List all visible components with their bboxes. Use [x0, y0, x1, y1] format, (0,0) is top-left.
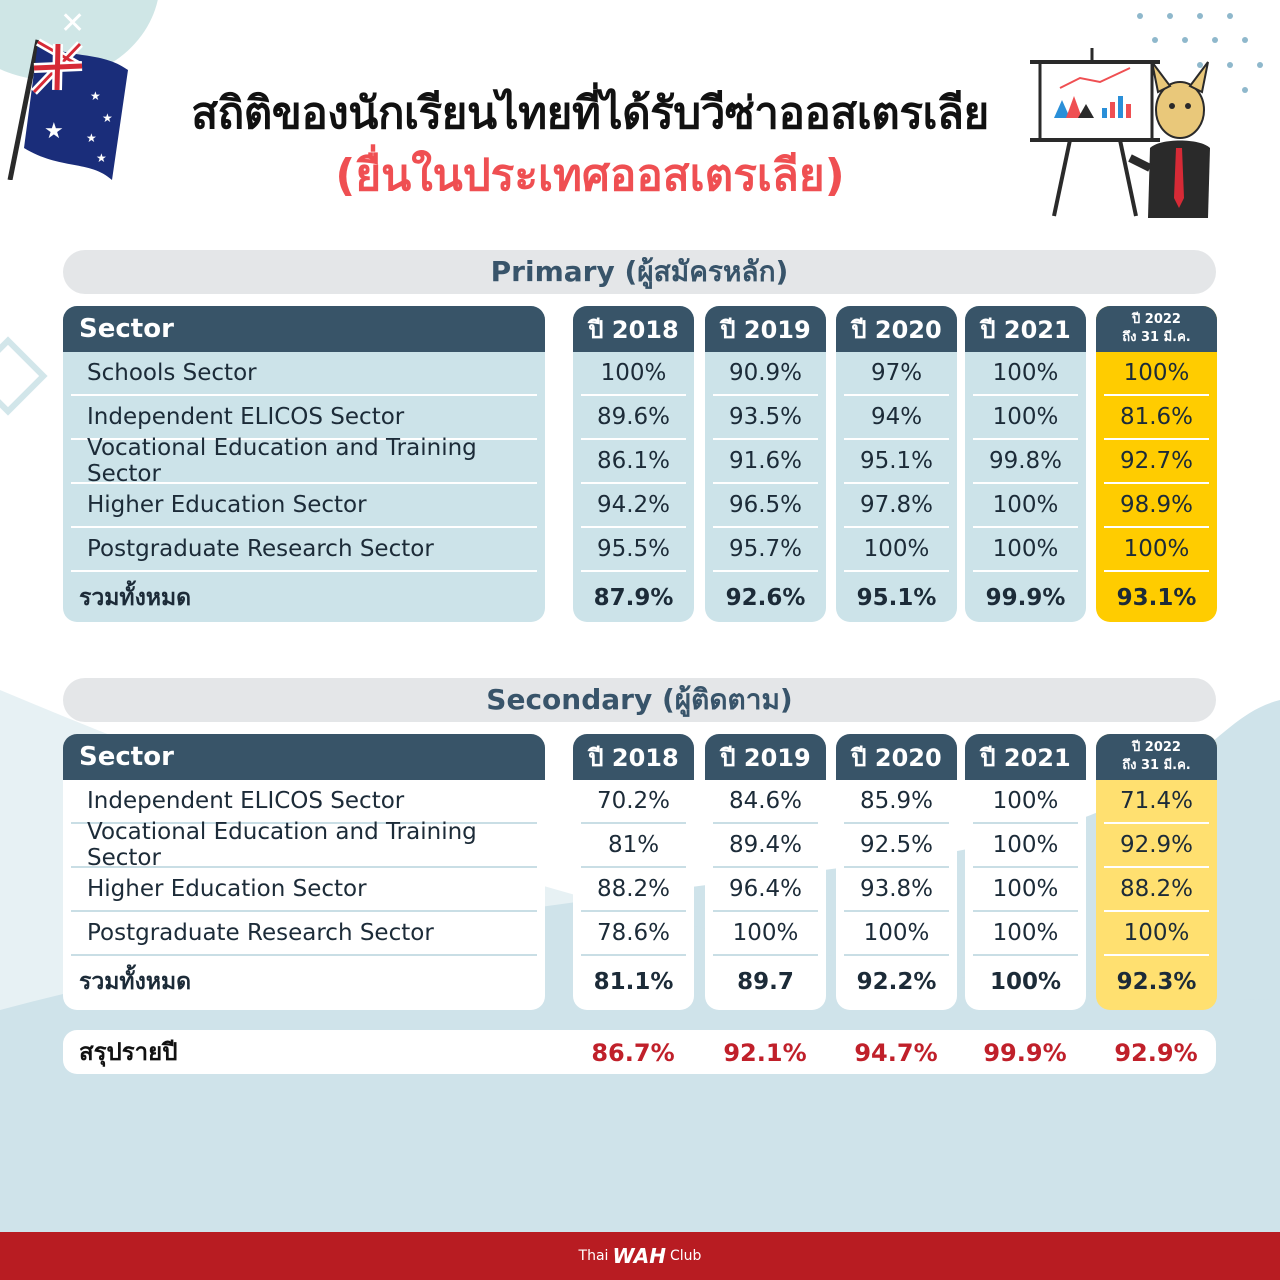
year-header: ปี 2021: [965, 734, 1086, 780]
sector-label: Higher Education Sector: [71, 868, 537, 912]
year-header: ปี 2019: [705, 734, 826, 780]
sector-label: Independent ELICOS Sector: [71, 396, 537, 440]
svg-text:★: ★: [86, 131, 97, 145]
secondary-sector-column: [63, 734, 545, 1010]
value-cell: 97.8%: [844, 484, 949, 528]
value-cell: 100%: [973, 912, 1078, 956]
secondary-column-2019: [705, 734, 826, 1010]
secondary-column-2022: [1096, 734, 1217, 1010]
brand-logo[interactable]: [579, 1244, 702, 1268]
value-cell: 95.7%: [713, 528, 818, 572]
sector-label: Vocational Education and Training Sector: [71, 440, 537, 484]
value-cell: 92.9%: [1104, 824, 1209, 868]
value-cell: 90.9%: [713, 352, 818, 396]
year-header: ปี 2018: [573, 734, 694, 780]
value-cell: 100%: [973, 868, 1078, 912]
secondary-section-heading: Secondary (ผู้ติดตาม): [63, 678, 1216, 722]
value-cell: 81%: [581, 824, 686, 868]
x-decoration-icon: ✕: [60, 6, 86, 41]
footer-bar: [0, 1232, 1280, 1280]
summary-value: 99.9%: [983, 1039, 1067, 1067]
summary-value: 92.9%: [1114, 1039, 1198, 1067]
primary-column-2022: [1096, 306, 1217, 622]
value-cell: 81.6%: [1104, 396, 1209, 440]
value-cell: 100%: [1104, 352, 1209, 396]
summary-value: 92.1%: [723, 1039, 807, 1067]
value-cell: 100%: [973, 352, 1078, 396]
value-cell: 100%: [844, 912, 949, 956]
total-label: รวมทั้งหมด: [79, 585, 192, 611]
page-title: สถิติของนักเรียนไทยที่ได้รับวีซ่าออสเตรเลีย: [191, 88, 989, 139]
value-cell: 93.5%: [713, 396, 818, 440]
page-subtitle: (ยื่นในประเทศออสเตรเลีย): [335, 150, 845, 201]
value-cell: 92.7%: [1104, 440, 1209, 484]
primary-column-2019: [705, 306, 826, 622]
summary-value: 94.7%: [854, 1039, 938, 1067]
value-cell: 95.1%: [844, 440, 949, 484]
total-value: 81.1%: [593, 969, 674, 995]
primary-column-2018: [573, 306, 694, 622]
secondary-column-2020: [836, 734, 957, 1010]
year-header-line2: ถึง 31 มี.ค.: [1122, 758, 1191, 773]
sector-label: Independent ELICOS Sector: [71, 780, 537, 824]
value-cell: 85.9%: [844, 780, 949, 824]
value-cell: 94.2%: [581, 484, 686, 528]
value-cell: 94%: [844, 396, 949, 440]
total-value: 100%: [989, 969, 1062, 995]
svg-text:★: ★: [96, 151, 107, 165]
value-cell: 96.5%: [713, 484, 818, 528]
summary-value: 86.7%: [591, 1039, 675, 1067]
sector-label: Postgraduate Research Sector: [71, 912, 537, 956]
brand-left: Thai: [578, 1248, 609, 1264]
sector-header: Sector: [63, 734, 545, 780]
year-header-line1: ปี 2022: [1132, 740, 1181, 755]
value-cell: 71.4%: [1104, 780, 1209, 824]
year-header: ปี 2020: [836, 306, 957, 352]
year-header: [1096, 306, 1217, 352]
value-cell: 88.2%: [581, 868, 686, 912]
primary-sector-column: [63, 306, 545, 622]
value-cell: 100%: [1104, 912, 1209, 956]
total-value: 99.9%: [985, 585, 1066, 611]
sector-label: Higher Education Sector: [71, 484, 537, 528]
kangaroo-presenter-icon: [1030, 48, 1220, 218]
total-value: 87.9%: [593, 585, 674, 611]
secondary-column-2018: [573, 734, 694, 1010]
brand-main: WAH: [612, 1244, 667, 1268]
year-header-line2: ถึง 31 มี.ค.: [1122, 330, 1191, 345]
year-header-line1: ปี 2022: [1132, 312, 1181, 327]
svg-text:★: ★: [90, 89, 101, 103]
year-header: ปี 2019: [705, 306, 826, 352]
value-cell: 95.5%: [581, 528, 686, 572]
sector-label: Schools Sector: [71, 352, 537, 396]
primary-column-2020: [836, 306, 957, 622]
value-cell: 98.9%: [1104, 484, 1209, 528]
value-cell: 100%: [713, 912, 818, 956]
value-cell: 93.8%: [844, 868, 949, 912]
value-cell: 100%: [973, 780, 1078, 824]
value-cell: 100%: [1104, 528, 1209, 572]
total-value: 93.1%: [1116, 585, 1197, 611]
australia-flag-icon: [0, 30, 140, 180]
total-value: 92.2%: [856, 969, 937, 995]
value-cell: 100%: [973, 484, 1078, 528]
summary-label: สรุปรายปี: [79, 1038, 178, 1066]
value-cell: 89.6%: [581, 396, 686, 440]
year-header: ปี 2021: [965, 306, 1086, 352]
value-cell: 91.6%: [713, 440, 818, 484]
value-cell: 100%: [973, 528, 1078, 572]
value-cell: 100%: [973, 396, 1078, 440]
primary-column-2021: [965, 306, 1086, 622]
brand-right: Club: [670, 1248, 702, 1264]
total-value: 95.1%: [856, 585, 937, 611]
value-cell: 100%: [973, 824, 1078, 868]
sector-header: Sector: [63, 306, 545, 352]
value-cell: 78.6%: [581, 912, 686, 956]
total-value: 92.6%: [725, 585, 806, 611]
value-cell: 100%: [844, 528, 949, 572]
svg-text:★: ★: [44, 119, 64, 144]
value-cell: 70.2%: [581, 780, 686, 824]
yearly-summary-row: [63, 1030, 1216, 1074]
total-value: 89.7: [737, 969, 794, 995]
total-label: รวมทั้งหมด: [79, 969, 192, 995]
value-cell: 88.2%: [1104, 868, 1209, 912]
value-cell: 100%: [581, 352, 686, 396]
year-header: ปี 2018: [573, 306, 694, 352]
year-header: [1096, 734, 1217, 780]
total-value: 92.3%: [1116, 969, 1197, 995]
value-cell: 92.5%: [844, 824, 949, 868]
value-cell: 89.4%: [713, 824, 818, 868]
value-cell: 84.6%: [713, 780, 818, 824]
value-cell: 86.1%: [581, 440, 686, 484]
value-cell: 99.8%: [973, 440, 1078, 484]
year-header: ปี 2020: [836, 734, 957, 780]
sector-label: Postgraduate Research Sector: [71, 528, 537, 572]
svg-text:★: ★: [102, 111, 113, 125]
sector-label: Vocational Education and Training Sector: [71, 824, 537, 868]
value-cell: 97%: [844, 352, 949, 396]
value-cell: 96.4%: [713, 868, 818, 912]
secondary-column-2021: [965, 734, 1086, 1010]
primary-section-heading: Primary (ผู้สมัครหลัก): [63, 250, 1216, 294]
